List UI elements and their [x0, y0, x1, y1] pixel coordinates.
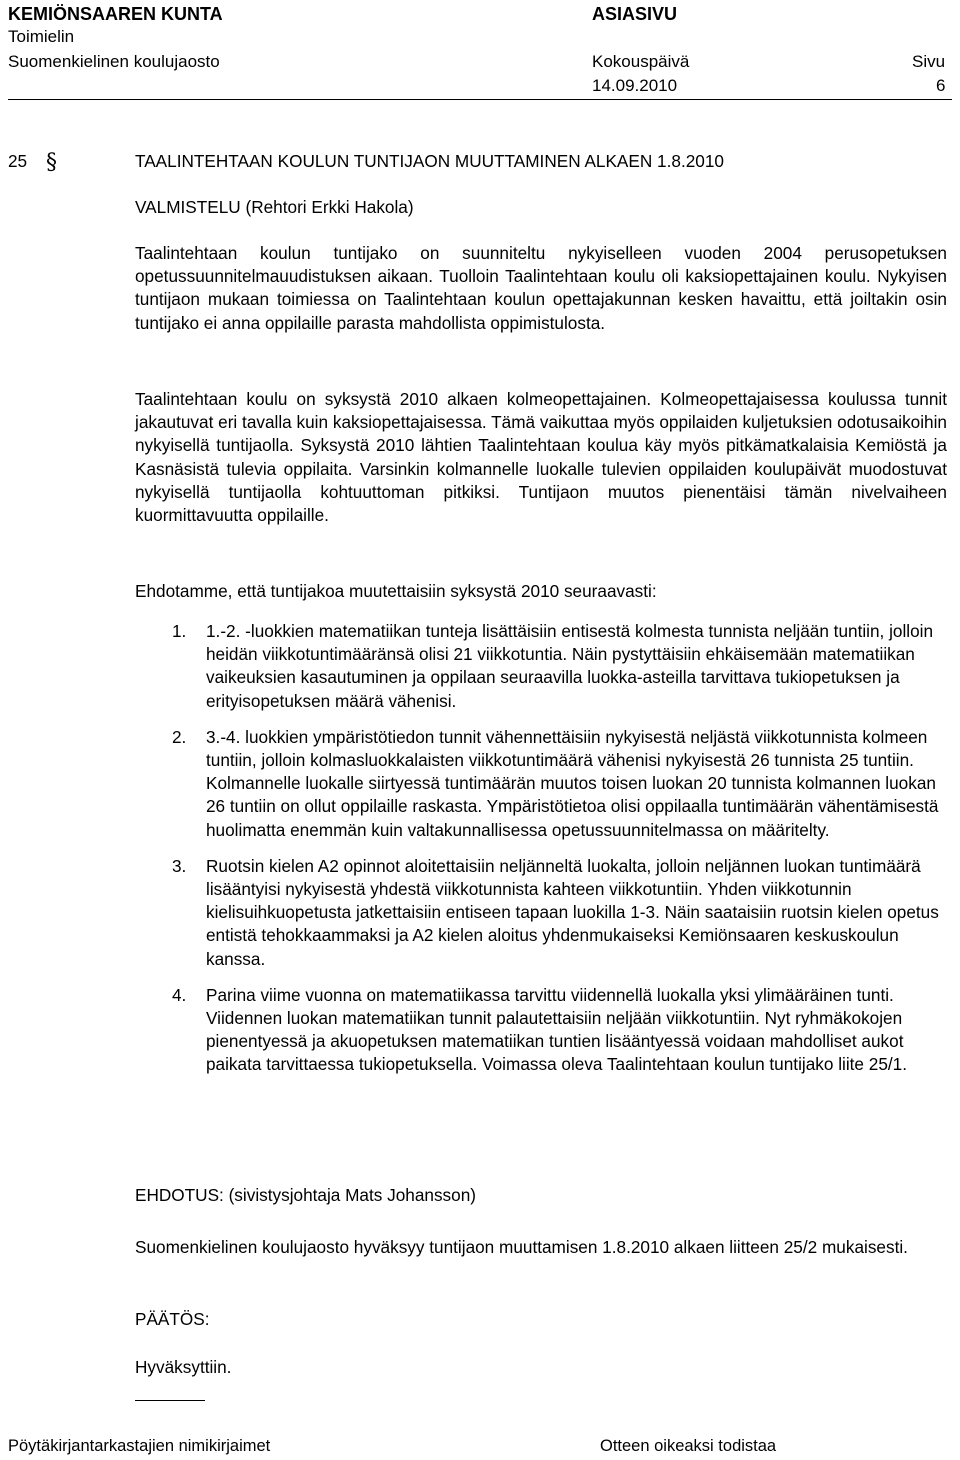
list-item — [135, 726, 947, 842]
proposal-intro: Ehdotamme, että tuntijakoa muutettaisiin syksystä 2010 seuraavasti: — [135, 581, 657, 601]
list-item-text: 1.-2. -luokkien matematiikan tunteja lisättäisiin entisestä kolmesta tunnista neljään tuntiin, jolloin heidän viikkotuntimääränsä olisi 21 viikkotuntia. Näin pystyttäisiin ehkäisemään matematiikan vaikeuksien kasautuminen ja oppilaan seuraavilla luokka-asteilla tarvittava tukiopetuksen ja erityisopetuksen määrä vähenisi. — [206, 621, 934, 711]
list-item-text: Ruotsin kielen A2 opinnot aloitettaisiin neljänneltä luokalta, jolloin neljännen luokan tuntimäärä lisääntyisi nykyisestä yhdestä viikkotunnista kahteen viikkotuntiin. Yhden viikkotunnin kielisuihkuopetusta jatkettaisiin entiseen tapaan luokilla 1-3. Näin saataisiin ruotsin kielen opetus entistä tehokkaammaksi ja A2 kielen aloitus yhdenmukaiseksi Kemiönsaaren keskuskoulun kanssa. — [206, 855, 939, 969]
paragraph-background: Taalintehtaan koulun tuntijako on suunniteltu nykyiselleen vuoden 2004 perusopetuksen opetussuunnitelmauudistuksen aikaan. Tuolloin Taalintehtaan koulu oli kaksiopettajainen koulu. Nykyisen tuntijaon mukaan toimiessa on Taalintehtaan koulun opettajakunnan kesken havaittu, että joiltakin osin tuntijako ei anna oppilaille parasta mahdollista oppimistulosta. — [135, 243, 947, 333]
municipality-name: KEMIÖNSAAREN KUNTA — [8, 4, 223, 24]
list-item-number: 4. — [172, 984, 187, 1005]
page-number: 6 — [936, 76, 946, 95]
paragraph-rationale: Taalintehtaan koulu on syksystä 2010 alkaen kolmeopettajainen. Kolmeopettajaisessa koulussa tunnit jakautuvat eri tavalla kuin kaksiopettajaisessa. Tämä vaikuttaa myös oppilaiden kuljetuksien odotusaikoihin nykyisellä tuntijaolla. Syksystä 2010 lähtien Taalintehtaan koulua käy myös pitkämatkalaisia Kemiöstä ja Kasnäsistä tulevia oppilaita. Varsinkin kolmannelle luokalle tulevien oppilaiden koulupäivät muodostuvat nykyisellä tuntijaolla kohtuuttoman pitkiksi. Tuntijaon muutos pienentäisi tämän nivelvaiheen kuormittavuutta oppilaille. — [135, 389, 947, 526]
footer-certification: Otteen oikeaksi todistaa — [600, 1437, 777, 1455]
proposal-list — [135, 620, 947, 1090]
meeting-date-label: Kokouspäivä — [592, 52, 690, 71]
preparation-heading: VALMISTELU (Rehtori Erkki Hakola) — [135, 197, 414, 217]
list-item-number: 1. — [172, 621, 187, 641]
signature-line — [135, 1400, 205, 1401]
document-type: ASIASIVU — [592, 4, 678, 24]
decision-heading: PÄÄTÖS: — [135, 1309, 210, 1329]
list-item — [135, 855, 947, 971]
proposal-text: Suomenkielinen koulujaosto hyväksyy tuntijaon muuttamisen 1.8.2010 alkaen liitteen 25/2 mukaisesti. — [135, 1237, 908, 1257]
list-item-number: 3. — [172, 855, 187, 876]
svg-text:§: § — [46, 150, 57, 174]
meeting-date: 14.09.2010 — [592, 76, 678, 95]
item-title: TAALINTEHTAAN KOULUN TUNTIJAON MUUTTAMINEN ALKAEN 1.8.2010 — [135, 151, 724, 171]
list-item-text: Parina viime vuonna on matematiikassa tarvittu viidennellä luokalla yksi ylimääräinen tunti. Viidennen luokan matematiikan tunnit palautettaisiin neljään viikkotuntiin. Nyt ryhmäkokojen pienentyessä ja akuopetuksen matematiikan tuntien lisääntyessä voidaan mahdolliset aukot paikata tarvittaessa tukiopetuksella. Voimassa oleva Taalintehtaan koulun tuntijako liite 25/1. — [206, 984, 907, 1075]
list-item-number: 2. — [172, 726, 187, 747]
section-sign-icon — [44, 148, 62, 174]
list-item — [135, 984, 947, 1077]
proposal-heading: EHDOTUS: (sivistysjohtaja Mats Johansson) — [135, 1185, 476, 1205]
item-number: 25 — [8, 151, 28, 171]
page-label: Sivu — [912, 52, 946, 71]
list-item — [135, 620, 947, 713]
header-divider — [8, 99, 952, 100]
list-item-text: 3.-4. luokkien ympäristötiedon tunnit vähennettäisiin nykyisestä neljästä viikkotunnista kolmeen tuntiin, jolloin kolmasluokkalaisten viikkotuntimäärä vähenisi nykyisestä 26 tunnista 25 tuntiin. Kolmannelle luokalle siirtyessä tuntimäärän muutos toisen luokan 20 tunnista kolmannen luokan 26 tuntiin on ollut oppilaille raskasta. Ympäristötietoa olisi oppilaalla tuntimäärän vähentämisestä huolimatta enemmän kuin valtakunnallisessa opetussuunnitelmassa on määritelty. — [206, 726, 939, 840]
decision-text: Hyväksyttiin. — [135, 1357, 232, 1377]
organ-name: Suomenkielinen koulujaosto — [8, 52, 220, 71]
footer-reviewers-initials: Pöytäkirjantarkastajien nimikirjaimet — [8, 1437, 271, 1455]
organ-label: Toimielin — [8, 27, 75, 46]
